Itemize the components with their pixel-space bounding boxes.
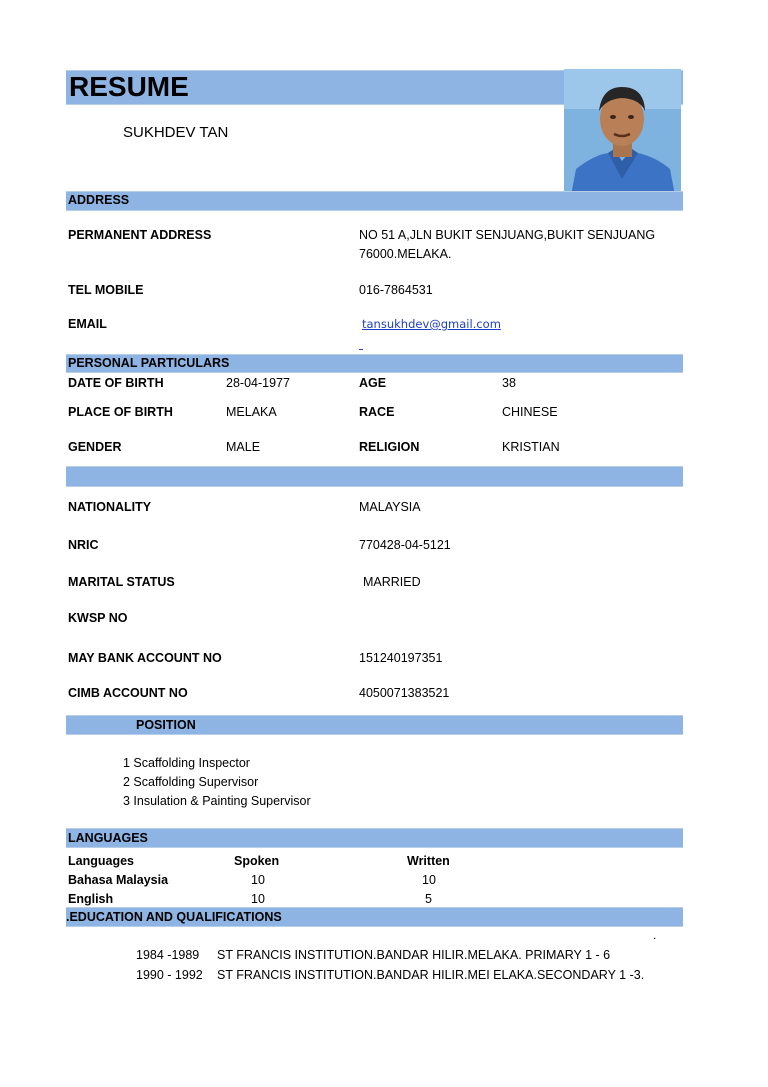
email-link[interactable]: tansukhdev@gmail.com [362, 317, 501, 331]
language-name: English [68, 892, 114, 906]
language-spoken: 10 [251, 892, 265, 906]
gender-label: GENDER [68, 440, 122, 454]
education-detail: ST FRANCIS INSTITUTION.BANDAR HILIR.MELAKA. PRIMARY 1 - 6 [217, 948, 611, 962]
religion-label: RELIGION [359, 440, 420, 454]
cimb-value: 4050071383521 [359, 686, 450, 700]
cimb-label: CIMB ACCOUNT NO [68, 686, 188, 700]
education-years: 1984 -1989 [136, 948, 200, 962]
languages-header-language: Languages [68, 854, 134, 868]
nationality-label: NATIONALITY [68, 500, 152, 514]
dob-label: DATE OF BIRTH [68, 376, 164, 390]
tel-value: 016-7864531 [359, 283, 433, 297]
kwsp-label: KWSP NO [68, 611, 128, 625]
maybank-value: 151240197351 [359, 651, 443, 665]
gender-value: MALE [226, 440, 261, 454]
education-detail: ST FRANCIS INSTITUTION.BANDAR HILIR.MEI ELAKA.SECONDARY 1 -3. [217, 968, 645, 982]
race-label: RACE [359, 405, 395, 419]
languages-header-written: Written [407, 854, 450, 868]
maybank-label: MAY BANK ACCOUNT NO [68, 651, 222, 665]
position-item: 3 Insulation & Painting Supervisor [123, 794, 311, 808]
education-section-title: .EDUCATION AND QUALIFICATIONS [66, 910, 282, 924]
portrait-image [564, 69, 681, 206]
languages-header-spoken: Spoken [234, 854, 280, 868]
religion-value: KRISTIAN [502, 440, 560, 454]
email-underline-mark [359, 349, 363, 350]
permanent-address-line2: 76000.MELAKA. [359, 247, 452, 261]
language-written: 10 [422, 873, 436, 887]
age-label: AGE [359, 376, 387, 390]
languages-band [66, 828, 683, 848]
education-years: 1990 - 1992 [136, 968, 203, 982]
address-band [66, 191, 683, 211]
address-section-title: ADDRESS [68, 193, 130, 207]
nationality-value: MALAYSIA [359, 500, 421, 514]
position-section-title: POSITION [136, 718, 196, 732]
pob-value: MELAKA [226, 405, 277, 419]
permanent-address-line1: NO 51 A,JLN BUKIT SENJUANG,BUKIT SENJUANG [359, 228, 656, 242]
education-dot: . [653, 928, 657, 942]
email-label: EMAIL [68, 317, 107, 331]
tel-label: TEL MOBILE [68, 283, 144, 297]
permanent-address-label: PERMANENT ADDRESS [68, 228, 212, 242]
language-name: Bahasa Malaysia [68, 873, 169, 887]
position-item: 2 Scaffolding Supervisor [123, 775, 259, 789]
profile-photo [564, 69, 681, 206]
personal-section-title: PERSONAL PARTICULARS [68, 356, 230, 370]
page-title: RESUME [69, 71, 189, 102]
marital-value: MARRIED [363, 575, 421, 589]
language-written: 5 [425, 892, 432, 906]
nric-label: NRIC [68, 538, 99, 552]
age-value: 38 [502, 376, 516, 390]
dob-value: 28-04-1977 [226, 376, 290, 390]
language-spoken: 10 [251, 873, 265, 887]
pob-label: PLACE OF BIRTH [68, 405, 173, 419]
applicant-name: SUKHDEV TAN [123, 124, 229, 141]
race-value: CHINESE [502, 405, 558, 419]
marital-label: MARITAL STATUS [68, 575, 175, 589]
empty-band [66, 466, 683, 487]
nric-value: 770428-04-5121 [359, 538, 451, 552]
position-item: 1 Scaffolding Inspector [123, 756, 250, 770]
languages-section-title: LANGUAGES [68, 831, 148, 845]
